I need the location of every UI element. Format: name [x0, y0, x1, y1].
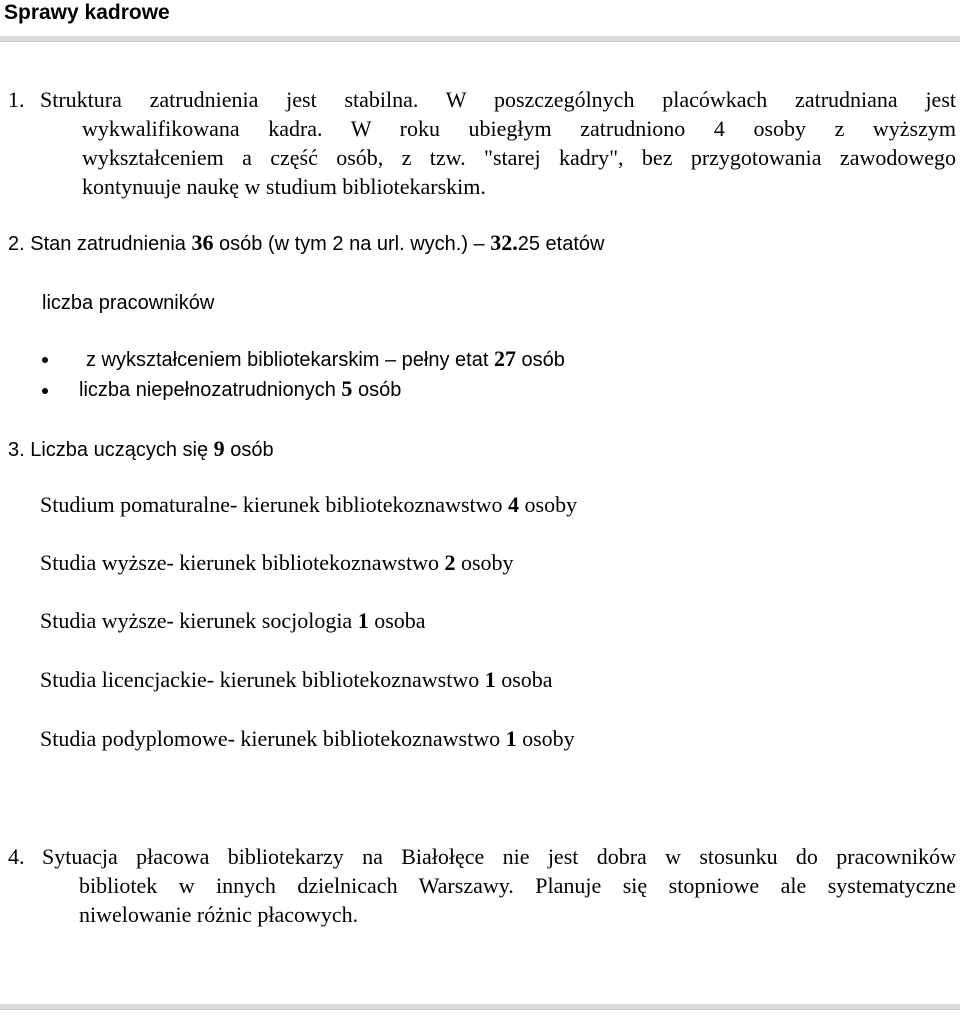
bullet-marker-2 — [42, 388, 48, 394]
item2-text-b: osób (w tym 2 na url. wych.) – — [213, 233, 491, 255]
bullet-2-bold: 5 — [341, 376, 353, 401]
study-5-bold: 1 — [505, 726, 517, 751]
item1-line-4: kontynuuje naukę w studium bibliotekarskim. — [82, 174, 486, 199]
bullet-item-1: z wykształceniem bibliotekarskim – pełny etat 27 osób — [86, 346, 565, 371]
bullet-1-bold: 27 — [493, 346, 516, 371]
item4-text-cont — [79, 871, 956, 929]
item4-text — [42, 842, 956, 871]
study-line-2: Studia wyższe- kierunek bibliotekoznawstwo 2 osoby — [40, 550, 514, 575]
item1-line-2: wykwalifikowana kadra. W roku ubiegłym zatrudniono 4 osoby z wyższym — [82, 116, 956, 141]
bottom-divider — [0, 1004, 960, 1010]
item2-line — [8, 230, 604, 257]
study-1-bold: 4 — [508, 492, 520, 517]
item4-line-1: Sytuacja płacowa bibliotekarzy na Białołęce nie jest dobra w stosunku do pracowników — [42, 844, 956, 869]
item1-line-1: Struktura zatrudnienia jest stabilna. W poszczególnych placówkach zatrudniana jest — [40, 87, 956, 112]
page-title: Sprawy kadrowe — [4, 1, 170, 24]
study-line-4: Studia licencjackie- kierunek bibliotekoznawstwo 1 osoba — [40, 667, 553, 692]
study-line-5: Studia podyplomowe- kierunek bibliotekoznawstwo 1 osoby — [40, 726, 575, 751]
bullet-marker-1 — [42, 357, 48, 363]
item2-text-a: 2. Stan zatrudnienia — [8, 233, 192, 255]
item1-number: 1. — [8, 87, 25, 112]
item1-text — [40, 85, 956, 114]
bullet-item-2: liczba niepełnozatrudnionych 5 osób — [79, 376, 402, 401]
item4-line-2: bibliotek w innych dzielnicach Warszawy. Planuje się stopniowe ale systematyczne — [79, 873, 956, 898]
item1-line-3: wykształceniem a część osób, z tzw. "starej kadry", bez przygotowania zawodowego — [82, 145, 956, 170]
item2-fte-bold: 32. — [490, 230, 518, 255]
item2-text-c: 25 etatów — [517, 233, 605, 255]
item3-bold: 9 — [213, 436, 225, 461]
item1-text-cont — [82, 114, 956, 201]
study-line-1: Studium pomaturalne- kierunek bibliotekoznawstwo 4 osoby — [40, 492, 578, 517]
study-line-3: Studia wyższe- kierunek socjologia 1 osoba — [40, 608, 426, 633]
study-4-bold: 1 — [484, 667, 496, 692]
item3-line: 3. Liczba uczących się 9 osób — [8, 436, 274, 461]
item4-line-3: niwelowanie różnic płacowych. — [79, 902, 359, 927]
study-3-bold: 1 — [357, 608, 369, 633]
item2-count-bold: 36 — [191, 230, 214, 255]
item4-number: 4. — [8, 844, 25, 869]
top-divider — [0, 36, 960, 42]
workers-label: liczba pracowników — [42, 292, 215, 314]
study-2-bold: 2 — [444, 550, 456, 575]
